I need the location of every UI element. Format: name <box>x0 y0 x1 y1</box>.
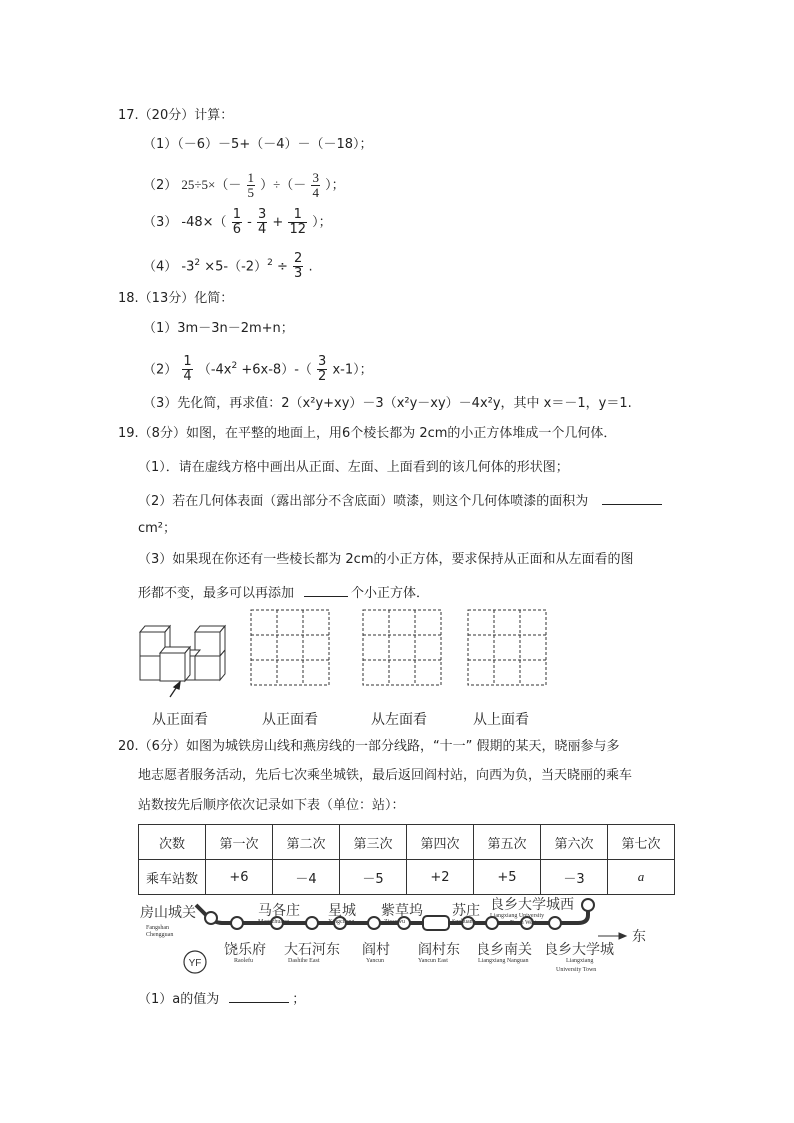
q18-part2-mid: （-4x <box>197 362 232 378</box>
q18-part2 <box>143 349 373 383</box>
q19-figures <box>0 605 794 715</box>
q19-title: 19.（8分）如图，在平整的地面上，用6个棱长都为 2cm的小正方体堆成一个几何体． <box>118 426 617 441</box>
q20-title: 20.（6分）如图为城铁房山线和燕房线的一部分线路，“十一” 假期的某天，晓丽参与多 <box>118 739 620 754</box>
q18-title: 18.（13分）化简： <box>118 291 234 306</box>
q17-part2-mid: ）÷（－ <box>260 177 307 192</box>
table-header-cell: 第五次 <box>474 825 541 860</box>
table-cell: 乘车站数 <box>139 860 206 895</box>
table-header-cell: 第七次 <box>608 825 675 860</box>
station-dot <box>549 917 561 929</box>
q20-part1-end: ； <box>292 992 306 1007</box>
table-header-cell: 第一次 <box>206 825 273 860</box>
table-cell: a <box>608 860 675 895</box>
q17-part2-lead: 25÷5×（－ <box>181 177 242 192</box>
station-start-en2: Chengguan <box>146 932 174 938</box>
q17-part3-lead: -48×（ <box>181 215 227 230</box>
table-row <box>139 860 675 895</box>
station-transfer <box>423 916 449 930</box>
q17-part3-end: ）； <box>312 215 332 230</box>
q17-part2 <box>143 168 345 202</box>
station-bottom-cn: 良乡大学城 <box>544 943 614 958</box>
table-cell: －4 <box>273 860 340 895</box>
q17-part2-frac2: $\frac{3}{4}$ <box>312 170 319 200</box>
view-label-2: 从正面看 <box>262 712 318 728</box>
view-label-1: 从正面看 <box>152 712 208 728</box>
station-dot <box>205 912 217 924</box>
q17-part4-exp1: 2 <box>194 258 201 268</box>
station-bottom-cn: 阎村东 <box>418 943 460 958</box>
station-top-cn: 良乡大学城西 <box>490 898 574 913</box>
station-top-cn: 星城 <box>328 904 356 919</box>
table-header-cell: 第四次 <box>407 825 474 860</box>
table-cell: －3 <box>541 860 608 895</box>
q18-part3: （3）先化简，再求值：2（x²y+xy）－3（x²y－xy）－4x²y，其中 x＝－1，y＝1. <box>143 396 632 411</box>
view-label-3: 从左面看 <box>371 712 427 728</box>
q20-line3: 站数按先后顺序依次记录如下表（单位：站）： <box>138 798 405 813</box>
q17-part4-end: . <box>308 259 313 275</box>
q17-part4-label: （4） <box>143 259 178 275</box>
station-bottom-cn: 良乡南关 <box>476 943 532 958</box>
station-bottom-cn: 大石河东 <box>284 943 340 958</box>
station-bottom-cn: 饶乐府 <box>224 943 266 958</box>
q19-part3a: （3）如果现在你还有一些棱长都为 2cm的小正方体，要求保持从正面和从左面看的图 <box>138 552 634 567</box>
table-header-cell: 第六次 <box>541 825 608 860</box>
q17-part4-mid: ×5-（-2） <box>204 259 268 275</box>
station-bottom-en2: University Town <box>556 967 597 973</box>
station-top-en: Suzhuang <box>452 919 476 925</box>
station-top-cn: 紫草坞 <box>381 904 423 919</box>
dashed-grid-left <box>363 610 441 685</box>
station-bottom-cn: 阎村 <box>362 943 390 958</box>
station-start-cn: 房山城关 <box>140 906 196 921</box>
q17-part3-minus: - <box>247 215 252 230</box>
q17-part2-label: （2） <box>143 178 178 193</box>
q18-part2-label: （2） <box>143 362 178 378</box>
q18-part2-frac2: $\frac{3}{2}$ <box>318 354 327 385</box>
q17-part2-frac1: $\frac{1}{5}$ <box>247 170 255 200</box>
station-top-en: Liangxiang University <box>490 913 545 919</box>
view-label-4: 从上面看 <box>473 712 529 728</box>
cube-stack-figure <box>140 626 225 681</box>
q17-part3-frac3: $\frac{1}{12}$ <box>289 207 306 237</box>
q17-part3-frac2: $\frac{3}{4}$ <box>257 207 267 237</box>
q19-count-blank <box>304 582 348 597</box>
q17-title: 17.（20分）计算： <box>118 108 234 123</box>
station-top-en: Magezhuang <box>258 919 289 925</box>
station-start-en: Fangshan <box>146 925 169 931</box>
q17-part2-end: ）； <box>325 178 345 193</box>
station-bottom-en: Dashihe East <box>288 958 320 964</box>
q19-part2a-text: （2）若在几何体表面（露出部分不含底面）喷漆，则这个几何体喷漆的面积为 <box>138 494 589 509</box>
station-bottom-en: Liangxiang Nanguan <box>478 958 529 964</box>
table-cell: +5 <box>474 860 541 895</box>
q19-part3b <box>138 582 429 603</box>
table-cell: －5 <box>340 860 407 895</box>
q17-part3-label: （3） <box>143 215 178 230</box>
q19-part2a <box>138 490 665 511</box>
station-dot <box>306 917 318 929</box>
direction-label: 东 <box>632 930 646 945</box>
q17-part3-plus: + <box>272 215 284 230</box>
q20-part1 <box>138 988 305 1009</box>
station-dot <box>231 917 243 929</box>
q20-a-blank <box>229 988 289 1003</box>
station-top-en2: Town West <box>510 920 537 926</box>
q19-part3c-text: 个小正方体． <box>351 586 430 601</box>
q19-area-blank <box>602 490 662 505</box>
q17-part4-frac: $\frac{2}{3}$ <box>294 251 303 282</box>
q18-part2-end: x-1）； <box>332 362 373 378</box>
q18-part2-exp: 2 <box>231 361 238 371</box>
table-header-cell: 第二次 <box>273 825 340 860</box>
station-bottom-en: Raolefu <box>234 958 253 964</box>
q17-part4 <box>143 246 313 280</box>
station-top-cn: 马各庄 <box>258 904 300 919</box>
dashed-grid-front <box>251 610 329 685</box>
table-header-cell: 次数 <box>139 825 206 860</box>
q17-part4-lead: -3 <box>181 259 195 275</box>
line-badge: YF <box>188 958 202 969</box>
view-arrow <box>170 682 180 697</box>
q20-part1-text: （1）a的值为 <box>138 992 220 1007</box>
station-bottom-en: Yancun <box>366 958 385 964</box>
east-arrow <box>598 933 626 939</box>
q18-part2-frac1: $\frac{1}{4}$ <box>183 354 192 385</box>
station-top-en: Xingcheng <box>328 919 355 925</box>
station-bottom-en: Liangxiang <box>566 958 594 964</box>
station-dot <box>368 917 380 929</box>
q17-part3-frac1: $\frac{1}{6}$ <box>232 207 241 237</box>
station-bottom-en: Yancun East <box>418 958 448 964</box>
q18-part1: （1）3m－3n－2m+n； <box>143 321 294 336</box>
table-row <box>139 825 675 860</box>
q17-part1: （1）（－6）－5+（－4）－（－18）； <box>143 137 373 152</box>
metro-map <box>0 893 794 993</box>
q17-part4-div: ÷ <box>276 259 288 275</box>
q17-part3 <box>143 206 332 240</box>
table-cell: +6 <box>206 860 273 895</box>
table-cell: +2 <box>407 860 474 895</box>
station-top-cn: 苏庄 <box>452 904 480 919</box>
ride-table <box>138 824 675 895</box>
station-top-en: Zicaowu <box>384 919 405 925</box>
q19-part3b-text: 形都不变，最多可以再添加 <box>138 586 295 601</box>
table-header-cell: 第三次 <box>340 825 407 860</box>
q19-part1: （1）．请在虚线方格中画出从正面、左面、上面看到的该几何体的形状图； <box>138 460 569 475</box>
station-dot <box>582 899 594 911</box>
q18-part2-mid2: +6x-8）-（ <box>241 362 312 378</box>
q17-part4-exp2: 2 <box>267 258 273 268</box>
dashed-grid-top <box>468 610 546 685</box>
q19-part2b: cm²； <box>138 521 177 536</box>
q20-line2: 地志愿者服务活动，先后七次乘坐城铁，最后返回阎村站，向西为负，当天晓丽的乘车 <box>138 768 633 783</box>
